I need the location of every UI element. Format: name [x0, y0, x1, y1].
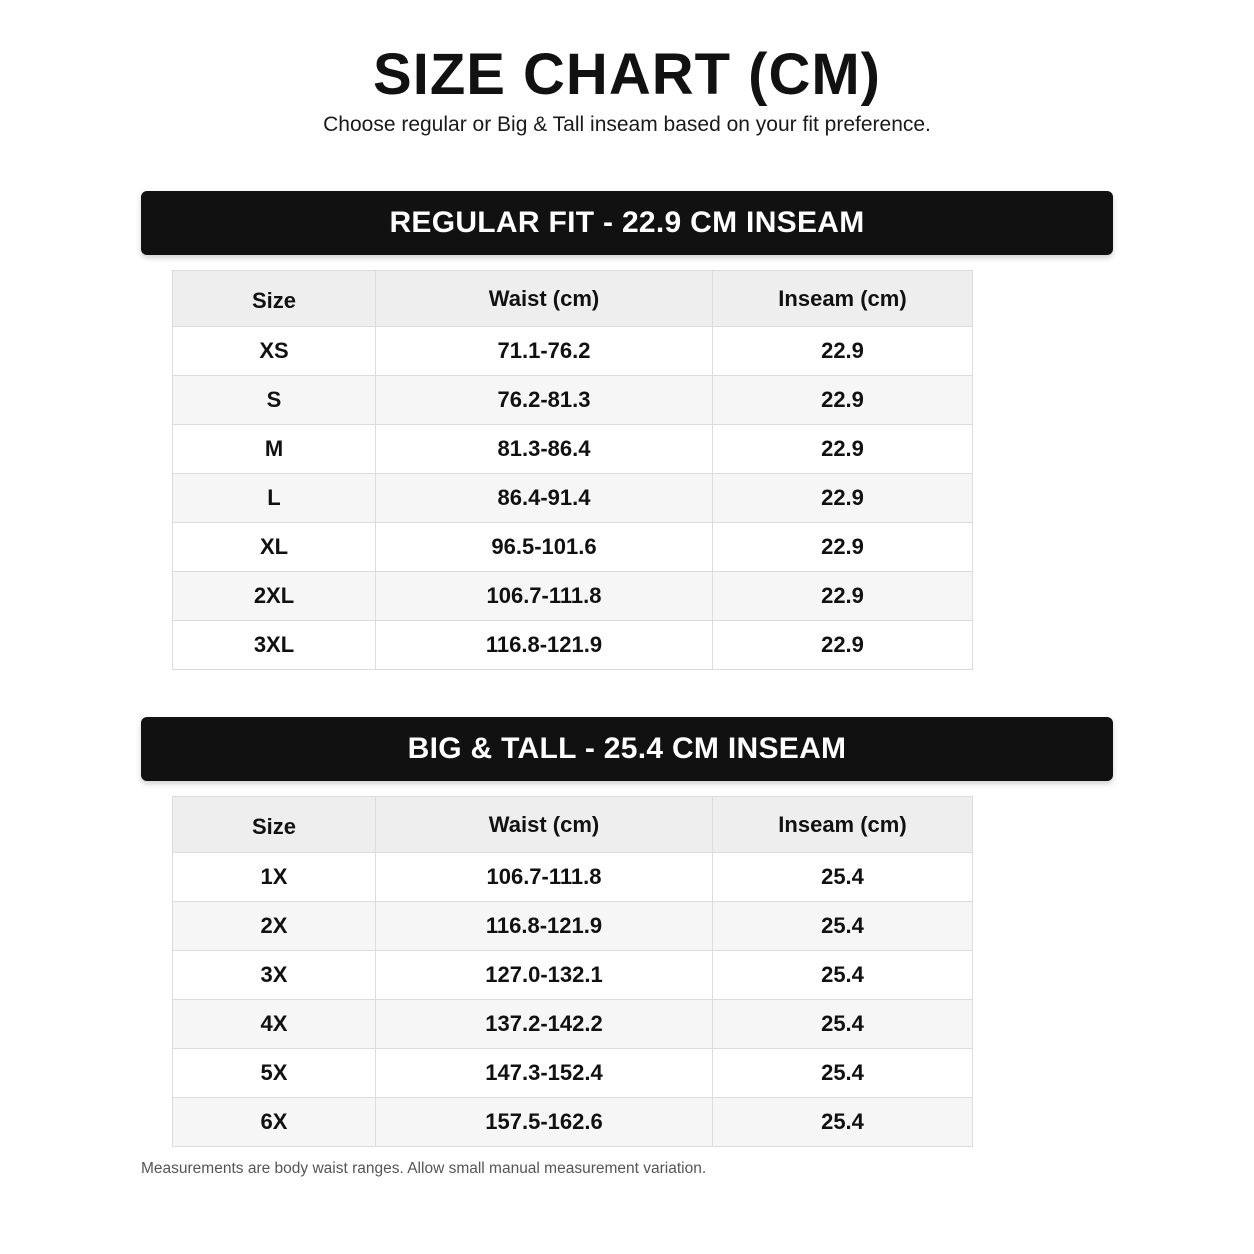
- size-cell: 2XL: [173, 572, 376, 621]
- table-row: [173, 425, 973, 474]
- table-row: [173, 621, 973, 670]
- waist-cell: 81.3-86.4: [376, 425, 713, 474]
- waist-cell: 147.3-152.4: [376, 1049, 713, 1098]
- big-tall-table: [172, 796, 973, 1147]
- table-row: [173, 327, 973, 376]
- big-tall-banner: BIG & TALL - 25.4 CM INSEAM: [141, 717, 1113, 781]
- inseam-cell: 22.9: [713, 621, 973, 670]
- inseam-cell: 25.4: [713, 951, 973, 1000]
- size-cell: M: [173, 425, 376, 474]
- table-row: [173, 951, 973, 1000]
- table-row: [173, 853, 973, 902]
- table-row: [173, 1049, 973, 1098]
- inseam-cell: 25.4: [713, 902, 973, 951]
- table-row: [173, 523, 973, 572]
- column-header-inseam: Inseam (cm): [713, 797, 973, 853]
- size-cell: S: [173, 376, 376, 425]
- size-cell: 2X: [173, 902, 376, 951]
- size-cell: 1X: [173, 853, 376, 902]
- inseam-cell: 25.4: [713, 1000, 973, 1049]
- waist-cell: 106.7-111.8: [376, 853, 713, 902]
- size-cell: 6X: [173, 1098, 376, 1147]
- waist-cell: 106.7-111.8: [376, 572, 713, 621]
- table-row: [173, 376, 973, 425]
- table-header-row: [173, 797, 973, 853]
- size-cell: L: [173, 474, 376, 523]
- column-header-waist: Waist (cm): [376, 797, 713, 853]
- waist-cell: 76.2-81.3: [376, 376, 713, 425]
- table-row: [173, 902, 973, 951]
- inseam-cell: 22.9: [713, 376, 973, 425]
- waist-cell: 86.4-91.4: [376, 474, 713, 523]
- size-cell: 3XL: [173, 621, 376, 670]
- page-title: SIZE CHART (CM): [373, 42, 881, 107]
- waist-cell: 127.0-132.1: [376, 951, 713, 1000]
- inseam-cell: 22.9: [713, 425, 973, 474]
- column-header-size: Size: [173, 271, 376, 327]
- size-cell: XL: [173, 523, 376, 572]
- inseam-cell: 25.4: [713, 853, 973, 902]
- column-header-waist: Waist (cm): [376, 271, 713, 327]
- table-row: [173, 1098, 973, 1147]
- inseam-cell: 22.9: [713, 572, 973, 621]
- inseam-cell: 22.9: [713, 523, 973, 572]
- waist-cell: 157.5-162.6: [376, 1098, 713, 1147]
- size-cell: XS: [173, 327, 376, 376]
- regular-fit-banner: REGULAR FIT - 22.9 CM INSEAM: [141, 191, 1113, 255]
- waist-cell: 116.8-121.9: [376, 621, 713, 670]
- column-header-inseam: Inseam (cm): [713, 271, 973, 327]
- waist-cell: 137.2-142.2: [376, 1000, 713, 1049]
- waist-cell: 71.1-76.2: [376, 327, 713, 376]
- inseam-cell: 25.4: [713, 1049, 973, 1098]
- regular-fit-table: [172, 270, 973, 670]
- footnote: Measurements are body waist ranges. Allow small manual measurement variation.: [141, 1160, 707, 1177]
- table-row: [173, 1000, 973, 1049]
- table-header-row: [173, 271, 973, 327]
- table-row: [173, 572, 973, 621]
- inseam-cell: 22.9: [713, 474, 973, 523]
- column-header-size: Size: [173, 797, 376, 853]
- table-row: [173, 474, 973, 523]
- size-cell: 5X: [173, 1049, 376, 1098]
- inseam-cell: 25.4: [713, 1098, 973, 1147]
- waist-cell: 96.5-101.6: [376, 523, 713, 572]
- page-subtitle: Choose regular or Big & Tall inseam based on your fit preference.: [323, 113, 931, 136]
- inseam-cell: 22.9: [713, 327, 973, 376]
- size-cell: 3X: [173, 951, 376, 1000]
- size-cell: 4X: [173, 1000, 376, 1049]
- waist-cell: 116.8-121.9: [376, 902, 713, 951]
